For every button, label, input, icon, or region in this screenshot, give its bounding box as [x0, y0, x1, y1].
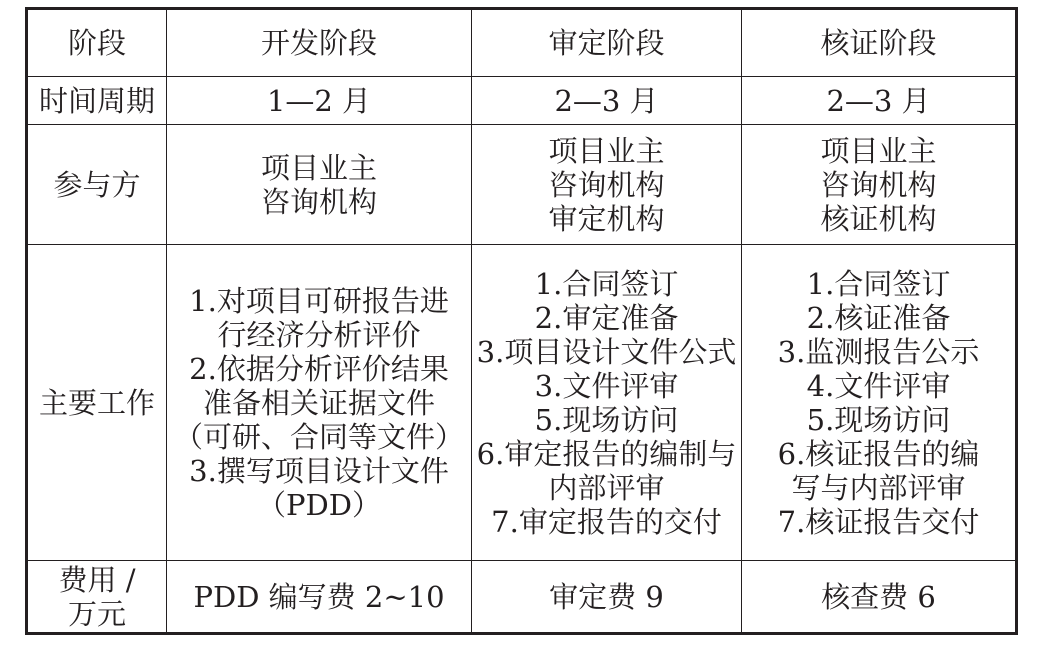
table-row-cost: [27, 561, 1017, 634]
cell-development-cost: [167, 561, 472, 634]
cell-line: 审定机构: [548, 201, 665, 236]
cell-verification-participants: [742, 125, 1017, 245]
cell-line: 4.文件评审: [806, 368, 951, 403]
cell-line: 3.项目设计文件公式: [476, 334, 737, 369]
cell-line: 项目业主: [820, 133, 937, 168]
cell-validation-time: [472, 77, 742, 125]
cell-line: 内部评审: [548, 470, 665, 505]
cell-line: 项目业主: [260, 150, 377, 185]
cell-line: PDD 编写费 2~10: [193, 579, 445, 614]
cell-development-work: [167, 245, 472, 561]
cell-line: 咨询机构: [260, 184, 377, 219]
table-header-row: [27, 9, 1017, 77]
cell-development-time: [167, 77, 472, 125]
row-label-main-work: [27, 245, 167, 561]
cell-line: 6.核证报告的编: [777, 436, 980, 471]
header-development-stage: 开发阶段: [167, 9, 472, 77]
table-row-main-work: [27, 245, 1017, 561]
header-validation-stage: 审定阶段: [472, 9, 742, 77]
cell-line: 审定费 9: [549, 579, 664, 614]
cell-line: 1.合同签订: [534, 266, 679, 301]
cell-line: 行经济分析评价: [217, 317, 421, 352]
cell-line: 3.文件评审: [534, 368, 679, 403]
row-label-line: 主要工作: [38, 385, 155, 420]
cell-verification-cost: [742, 561, 1017, 634]
cell-development-participants: [167, 125, 472, 245]
row-label-line: 万元: [67, 596, 126, 631]
row-label-participants: [27, 125, 167, 245]
cell-line: 核证机构: [820, 201, 937, 236]
cell-line: 2.核证准备: [806, 300, 951, 335]
cell-line: 1—2 月: [266, 83, 372, 118]
cell-line: 咨询机构: [820, 167, 937, 202]
cell-line: 7.审定报告的交付: [491, 504, 722, 539]
cell-line: 7.核证报告交付: [777, 504, 980, 539]
cell-verification-time: [742, 77, 1017, 125]
cell-line: 2—3 月: [554, 83, 659, 118]
row-label-cost: [27, 561, 167, 634]
cell-line: 准备相关证据文件: [202, 385, 435, 420]
row-label-time-period: [27, 77, 167, 125]
header-corner-cell: 阶段: [27, 9, 167, 77]
cell-verification-work: [742, 245, 1017, 561]
cell-line: 项目业主: [548, 133, 665, 168]
cell-line: （PDD）: [256, 487, 381, 522]
cell-line: 2.依据分析评价结果: [189, 351, 449, 386]
cell-validation-work: [472, 245, 742, 561]
cell-line: 1.对项目可研报告进: [189, 283, 449, 318]
cell-line: 核查费 6: [821, 579, 936, 614]
cell-line: （可研、合同等文件）: [173, 419, 464, 454]
cell-line: 5.现场访问: [534, 402, 679, 437]
table-row-participants: [27, 125, 1017, 245]
cell-line: 1.合同签订: [806, 266, 951, 301]
table-row-time-period: [27, 77, 1017, 125]
cell-line: 3.监测报告公示: [777, 334, 980, 369]
cell-validation-participants: [472, 125, 742, 245]
cell-line: 5.现场访问: [806, 402, 951, 437]
header-verification-stage: 核证阶段: [742, 9, 1017, 77]
cell-line: 写与内部评审: [791, 470, 966, 505]
row-label-line: 费用 /: [58, 562, 136, 597]
cell-line: 3.撰写项目设计文件: [189, 453, 449, 488]
cell-line: 咨询机构: [548, 167, 665, 202]
cell-validation-cost: [472, 561, 742, 634]
cell-line: 6.审定报告的编制与: [476, 436, 737, 471]
cell-line: 2.审定准备: [534, 300, 679, 335]
row-label-line: 时间周期: [38, 83, 155, 118]
cell-line: 2—3 月: [826, 83, 931, 118]
project-stage-table: [25, 7, 1018, 635]
row-label-line: 参与方: [53, 167, 141, 202]
